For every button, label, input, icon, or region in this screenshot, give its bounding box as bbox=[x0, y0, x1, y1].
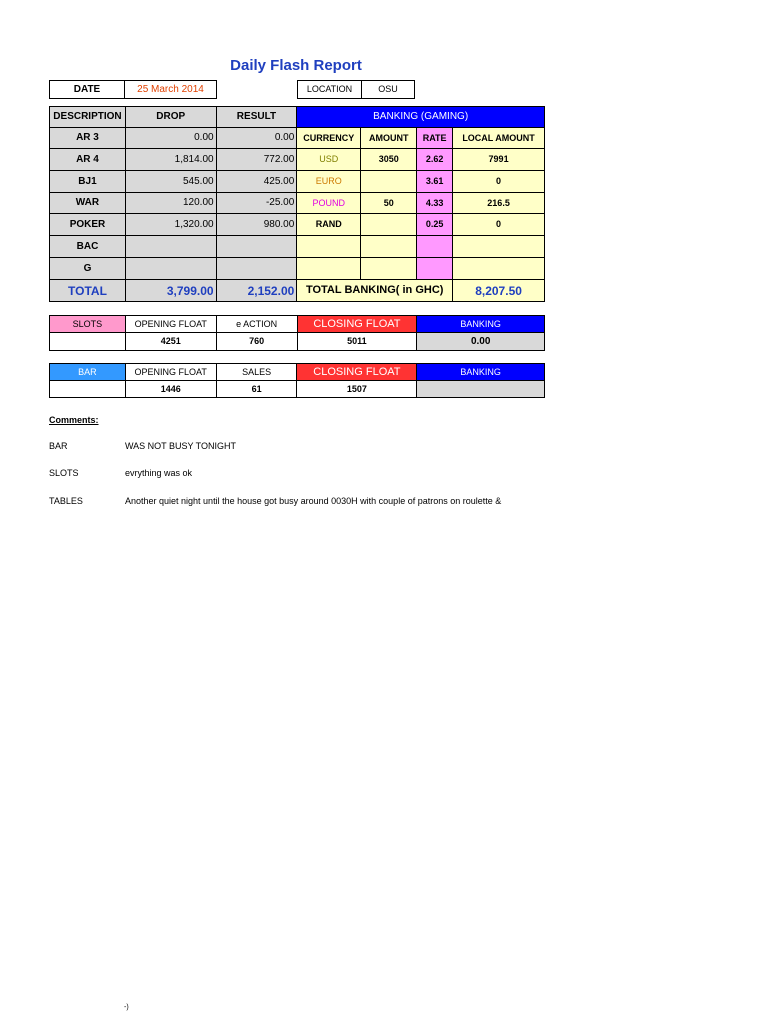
row-result: 980.00 bbox=[216, 214, 297, 236]
row-result: 425.00 bbox=[216, 171, 297, 193]
slots-closing-label: CLOSING FLOAT bbox=[297, 316, 417, 333]
bar-banking-value bbox=[417, 381, 545, 398]
slots-closing-value: 5011 bbox=[297, 333, 417, 351]
row-drop: 120.00 bbox=[125, 193, 216, 214]
banking-gaming-header: BANKING (GAMING) bbox=[297, 107, 545, 128]
comment-label: SLOTS bbox=[49, 468, 79, 478]
slots-banking-label: BANKING bbox=[417, 316, 545, 333]
slots-action-value: 760 bbox=[216, 333, 297, 351]
local-euro: 0 bbox=[453, 171, 545, 193]
row-result bbox=[216, 236, 297, 258]
comment-text: evrything was ok bbox=[125, 468, 193, 478]
comment-text: WAS NOT BUSY TONIGHT bbox=[125, 441, 237, 451]
row-desc: POKER bbox=[50, 214, 126, 236]
currency-pound: POUND bbox=[297, 193, 361, 214]
row-result: 772.00 bbox=[216, 149, 297, 171]
col-rate: RATE bbox=[417, 128, 453, 149]
report-title: Daily Flash Report bbox=[230, 57, 362, 74]
comment-label: TABLES bbox=[49, 496, 83, 506]
date-label: DATE bbox=[50, 81, 125, 99]
empty-cell bbox=[453, 258, 545, 280]
col-amount: AMOUNT bbox=[361, 128, 417, 149]
local-pound: 216.5 bbox=[453, 193, 545, 214]
row-desc: G bbox=[50, 258, 126, 280]
row-result bbox=[216, 258, 297, 280]
amount-usd: 3050 bbox=[361, 149, 417, 171]
comments-heading: Comments: bbox=[49, 415, 99, 425]
row-drop: 545.00 bbox=[125, 171, 216, 193]
slots-opening-label: OPENING FLOAT bbox=[125, 316, 216, 333]
row-desc: WAR bbox=[50, 193, 126, 214]
location-label: LOCATION bbox=[298, 81, 362, 99]
bar-closing-label: CLOSING FLOAT bbox=[297, 364, 417, 381]
bar-banking-label: BANKING bbox=[417, 364, 545, 381]
bar-opening-value: 1446 bbox=[125, 381, 216, 398]
total-banking-value: 8,207.50 bbox=[453, 280, 545, 302]
amount-rand bbox=[361, 214, 417, 236]
total-result: 2,152.00 bbox=[216, 280, 297, 302]
slots-label: SLOTS bbox=[50, 316, 126, 333]
bar-sales-label: SALES bbox=[216, 364, 297, 381]
comment-label: BAR bbox=[49, 441, 68, 451]
empty-cell bbox=[453, 236, 545, 258]
location-box bbox=[297, 80, 415, 99]
local-usd: 7991 bbox=[453, 149, 545, 171]
empty-cell bbox=[50, 381, 126, 398]
col-currency: CURRENCY bbox=[297, 128, 361, 149]
row-desc: AR 4 bbox=[50, 149, 126, 171]
slots-banking-value: 0.00 bbox=[417, 333, 545, 351]
date-value: 25 March 2014 bbox=[125, 81, 217, 99]
total-banking-label: TOTAL BANKING( in GHC) bbox=[297, 280, 453, 302]
empty-cell bbox=[417, 236, 453, 258]
slots-opening-value: 4251 bbox=[125, 333, 216, 351]
bar-opening-label: OPENING FLOAT bbox=[125, 364, 216, 381]
col-drop: DROP bbox=[125, 107, 216, 128]
total-label: TOTAL bbox=[50, 280, 126, 302]
row-drop bbox=[125, 236, 216, 258]
currency-usd: USD bbox=[297, 149, 361, 171]
main-table bbox=[49, 106, 545, 302]
row-result: -25.00 bbox=[216, 193, 297, 214]
empty-cell bbox=[50, 333, 126, 351]
slots-table bbox=[49, 315, 545, 351]
col-result: RESULT bbox=[216, 107, 297, 128]
bar-table bbox=[49, 363, 545, 398]
row-desc: BJ1 bbox=[50, 171, 126, 193]
amount-euro bbox=[361, 171, 417, 193]
currency-euro: EURO bbox=[297, 171, 361, 193]
empty-cell bbox=[297, 236, 361, 258]
empty-cell bbox=[417, 258, 453, 280]
bar-label: BAR bbox=[50, 364, 126, 381]
row-desc: AR 3 bbox=[50, 128, 126, 149]
row-drop: 0.00 bbox=[125, 128, 216, 149]
local-rand: 0 bbox=[453, 214, 545, 236]
empty-cell bbox=[297, 258, 361, 280]
footer-mark: -) bbox=[124, 1004, 129, 1011]
comment-text: Another quiet night until the house got busy around 0030H with couple of patrons on roulette & bbox=[125, 496, 502, 506]
row-result: 0.00 bbox=[216, 128, 297, 149]
bar-closing-value: 1507 bbox=[297, 381, 417, 398]
col-description: DESCRIPTION bbox=[50, 107, 126, 128]
total-drop: 3,799.00 bbox=[125, 280, 216, 302]
row-desc: BAC bbox=[50, 236, 126, 258]
row-drop: 1,814.00 bbox=[125, 149, 216, 171]
empty-cell bbox=[361, 236, 417, 258]
empty-cell bbox=[361, 258, 417, 280]
row-drop bbox=[125, 258, 216, 280]
col-local-amount: LOCAL AMOUNT bbox=[453, 128, 545, 149]
amount-pound: 50 bbox=[361, 193, 417, 214]
date-box bbox=[49, 80, 217, 99]
row-drop: 1,320.00 bbox=[125, 214, 216, 236]
location-value: OSU bbox=[362, 81, 415, 99]
rate-usd: 2.62 bbox=[417, 149, 453, 171]
slots-action-label: e ACTION bbox=[216, 316, 297, 333]
rate-euro: 3.61 bbox=[417, 171, 453, 193]
rate-rand: 0.25 bbox=[417, 214, 453, 236]
rate-pound: 4.33 bbox=[417, 193, 453, 214]
bar-sales-value: 61 bbox=[216, 381, 297, 398]
currency-rand: RAND bbox=[297, 214, 361, 236]
